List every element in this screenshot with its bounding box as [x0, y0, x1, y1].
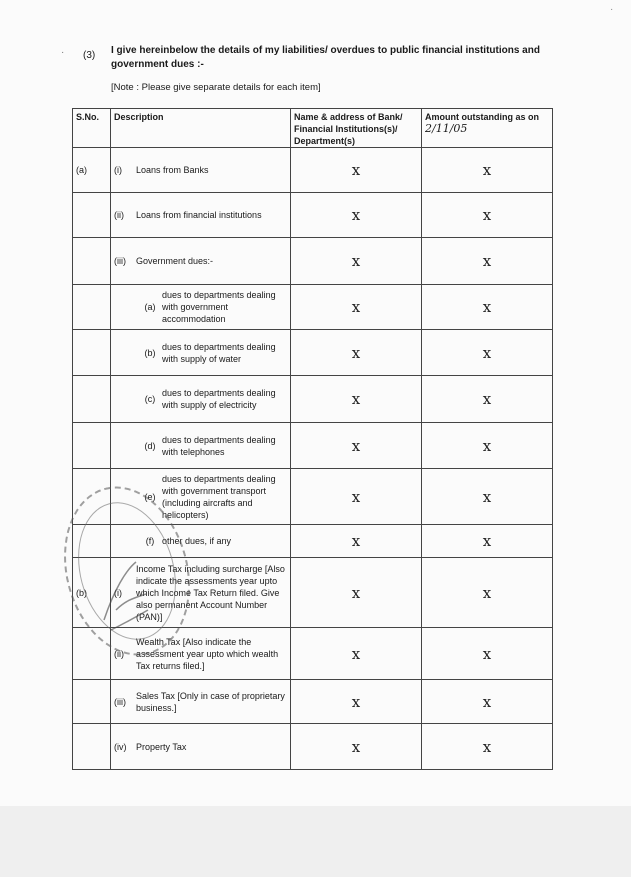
- sub-index: (e): [144, 491, 156, 502]
- header-sno: S.No.: [73, 109, 111, 148]
- cell-sno: [73, 285, 111, 330]
- table-row: [73, 628, 553, 680]
- cell-description: [111, 148, 291, 193]
- cell-bank-name: x: [291, 680, 422, 724]
- roman-index: (ii): [114, 210, 124, 220]
- table-row: [73, 680, 553, 724]
- cell-sno: [73, 423, 111, 469]
- cell-sno: [73, 680, 111, 724]
- header-name-address: Name & address of Bank/ Financial Institutions(s)/ Department(s): [291, 109, 422, 148]
- cell-amount: x: [422, 148, 553, 193]
- description-text: dues to departments dealing with government accommodation: [162, 290, 276, 324]
- scan-mark: ·: [61, 47, 65, 58]
- cell-amount: x: [422, 558, 553, 628]
- note-text: [Note : Please give separate details for each item]: [111, 82, 321, 93]
- cell-sno: [73, 238, 111, 285]
- header-amount-date: 2/11/05: [425, 122, 468, 135]
- description-text: Property Tax: [136, 741, 187, 752]
- cell-amount: x: [422, 238, 553, 285]
- header-amount: [422, 109, 553, 148]
- roman-index: (iii): [114, 256, 126, 266]
- liabilities-table: [72, 108, 553, 770]
- description-text: Loans from Banks: [136, 165, 209, 175]
- cell-sno: [73, 628, 111, 680]
- cell-amount: x: [422, 628, 553, 680]
- description-text: dues to departments dealing with supply of electricity: [162, 388, 276, 410]
- roman-index: (i): [114, 587, 122, 598]
- table-row: [73, 469, 553, 525]
- cell-bank-name: x: [291, 525, 422, 558]
- header-description: Description: [111, 109, 291, 148]
- cell-bank-name: x: [291, 148, 422, 193]
- description-text: dues to departments dealing with government transport (including aircrafts and helicopters): [162, 473, 276, 520]
- cell-bank-name: x: [291, 469, 422, 525]
- roman-index: (i): [114, 165, 122, 175]
- declaration-text: I give hereinbelow the details of my liabilities/ overdues to public financial institutions and government dues :-: [111, 45, 540, 70]
- cell-bank-name: x: [291, 558, 422, 628]
- scan-mark: ·: [610, 4, 614, 15]
- cell-sno: [73, 193, 111, 238]
- sub-index: (f): [145, 536, 155, 546]
- item-number: (3): [83, 50, 96, 61]
- header-amount-label: Amount outstanding as on: [425, 112, 539, 122]
- description-text: dues to departments dealing with telephones: [162, 434, 276, 457]
- cell-amount: x: [422, 525, 553, 558]
- table-row: [73, 148, 553, 193]
- scan-background: [0, 806, 631, 877]
- cell-sno: [73, 330, 111, 376]
- cell-description: [111, 724, 291, 770]
- cell-description: [111, 330, 291, 376]
- sub-index: (d): [144, 440, 156, 451]
- cell-sno: (a): [73, 148, 111, 193]
- cell-amount: x: [422, 376, 553, 423]
- cell-description: [111, 285, 291, 330]
- cell-bank-name: x: [291, 330, 422, 376]
- sub-index: (b): [144, 347, 156, 358]
- cell-description: [111, 525, 291, 558]
- cell-bank-name: x: [291, 238, 422, 285]
- table-row: [73, 376, 553, 423]
- table-row: [73, 330, 553, 376]
- sub-index: (a): [144, 302, 156, 312]
- cell-bank-name: x: [291, 193, 422, 238]
- description-text: Government dues:-: [136, 256, 214, 266]
- table-row: [73, 193, 553, 238]
- cell-amount: x: [422, 423, 553, 469]
- cell-sno: [73, 525, 111, 558]
- table-row: [73, 558, 553, 628]
- cell-description: [111, 469, 291, 525]
- cell-amount: x: [422, 330, 553, 376]
- cell-description: [111, 423, 291, 469]
- table-header-row: [73, 109, 553, 148]
- cell-sno: (b): [73, 558, 111, 628]
- cell-bank-name: x: [291, 285, 422, 330]
- roman-index: (iv): [114, 741, 127, 752]
- cell-bank-name: x: [291, 423, 422, 469]
- cell-amount: x: [422, 724, 553, 770]
- cell-bank-name: x: [291, 628, 422, 680]
- cell-amount: x: [422, 285, 553, 330]
- description-text: Loans from financial institutions: [136, 210, 262, 220]
- description-text: other dues, if any: [162, 536, 232, 546]
- roman-index: (iii): [114, 696, 126, 707]
- cell-description: [111, 558, 291, 628]
- description-text: dues to departments dealing with supply of water: [162, 341, 276, 364]
- cell-description: [111, 376, 291, 423]
- table-row: [73, 285, 553, 330]
- cell-sno: [73, 724, 111, 770]
- table-row: [73, 724, 553, 770]
- cell-description: [111, 628, 291, 680]
- table-row: [73, 238, 553, 285]
- cell-description: [111, 238, 291, 285]
- cell-description: [111, 680, 291, 724]
- cell-sno: [73, 469, 111, 525]
- cell-bank-name: x: [291, 376, 422, 423]
- cell-description: [111, 193, 291, 238]
- roman-index: (ii): [114, 648, 124, 659]
- cell-amount: x: [422, 680, 553, 724]
- cell-sno: [73, 376, 111, 423]
- cell-amount: x: [422, 193, 553, 238]
- table-row: [73, 525, 553, 558]
- cell-amount: x: [422, 469, 553, 525]
- sub-index: (c): [144, 394, 156, 404]
- table-row: [73, 423, 553, 469]
- description-text: Sales Tax [Only in case of proprietary business.]: [136, 690, 285, 713]
- description-text: Income Tax including surcharge [Also indicate the assessments year upto which Income Tax Return filed. Give also permanent Account Number (PAN)]: [136, 563, 285, 622]
- cell-bank-name: x: [291, 724, 422, 770]
- description-text: Wealth Tax [Also indicate the assessment year upto which wealth Tax returns filed.]: [136, 636, 279, 671]
